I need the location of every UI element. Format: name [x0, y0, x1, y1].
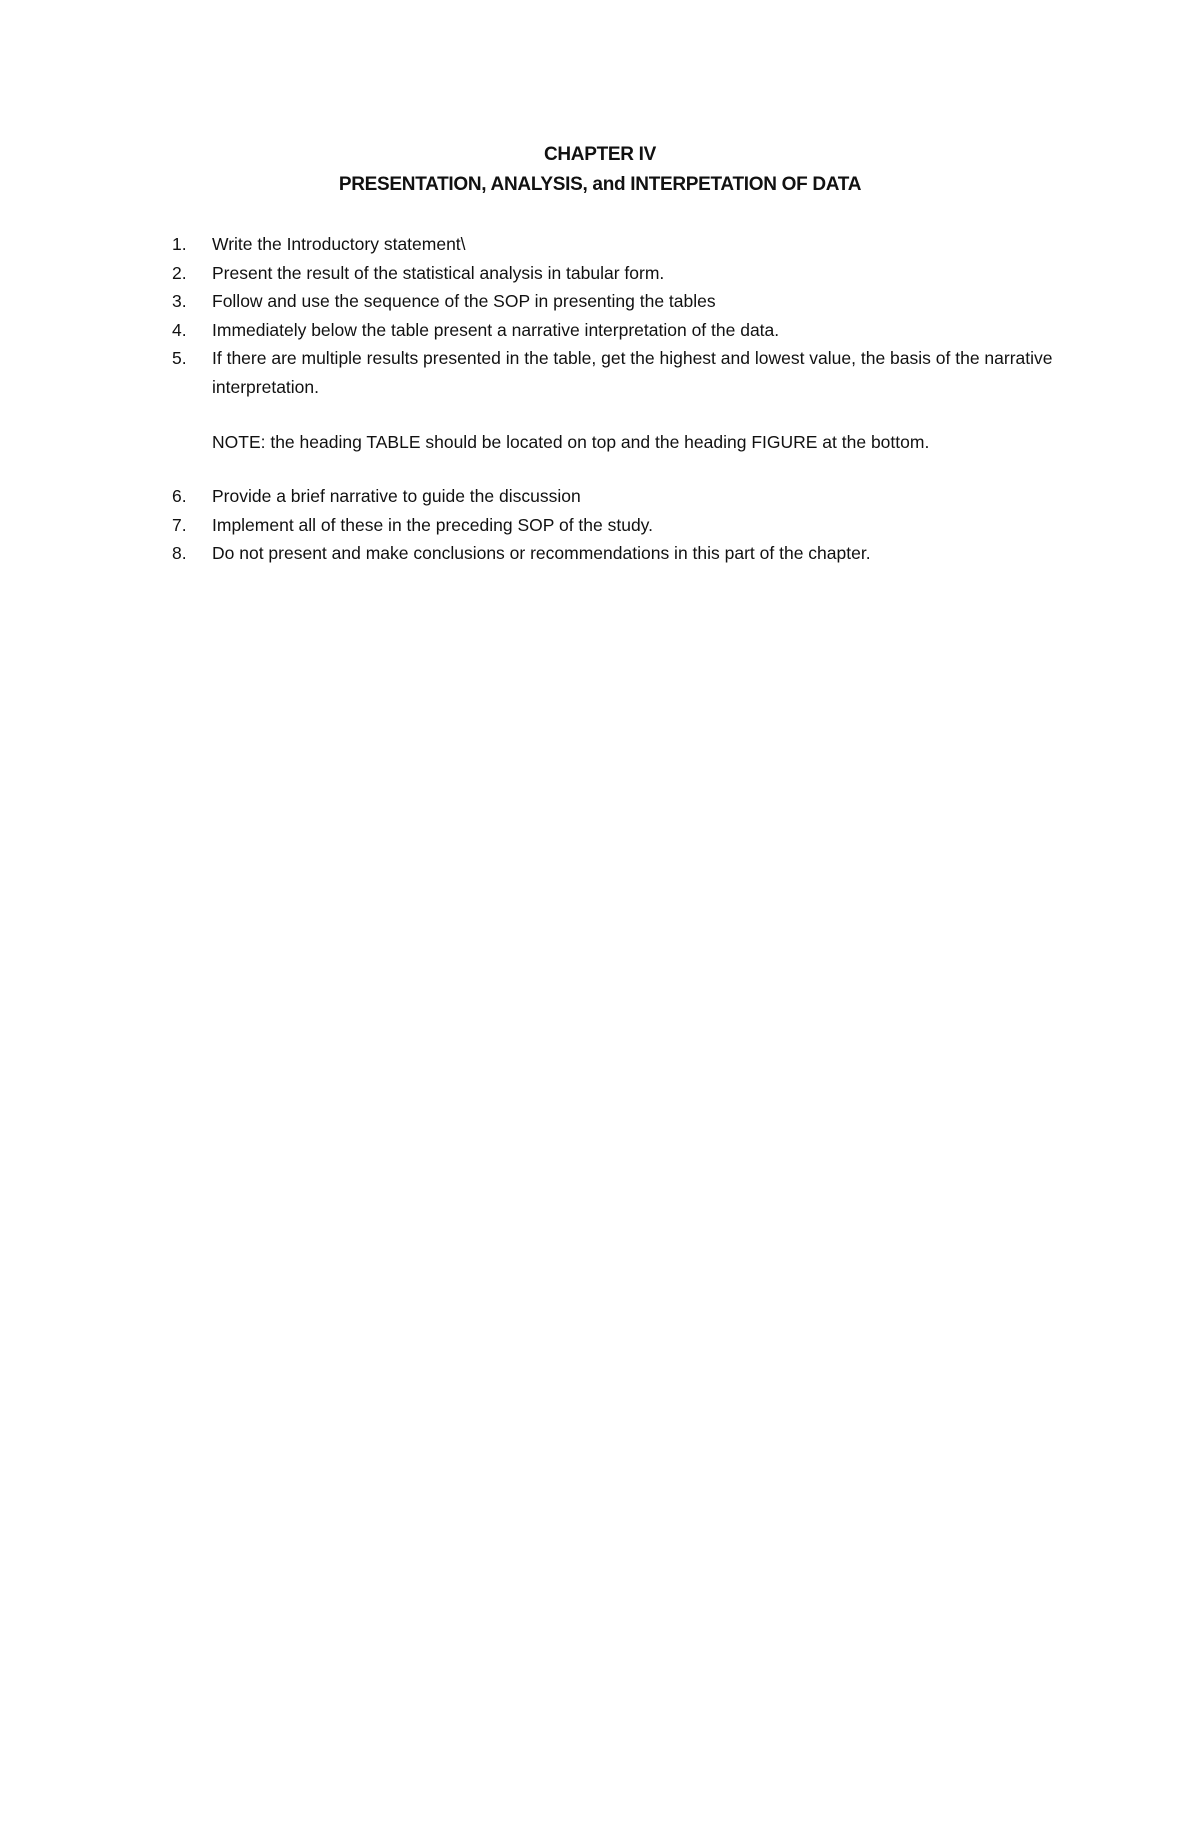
list-item — [172, 287, 1072, 316]
list-item — [172, 230, 1072, 259]
chapter-title: PRESENTATION, ANALYSIS, and INTERPETATION OF DATA — [338, 174, 862, 195]
item-text: Provide a brief narrative to guide the discussion — [212, 486, 581, 506]
item-number: 8. — [172, 543, 187, 563]
item-text: Immediately below the table present a narrative interpretation of the data. — [212, 319, 780, 340]
item-number: 3. — [172, 291, 187, 311]
item-text: Write the Introductory statement\ — [212, 234, 466, 254]
list-item — [172, 482, 1072, 511]
instruction-list-part2 — [172, 482, 1072, 568]
item-text: Do not present and make conclusions or recommendations in this part of the chapter. — [212, 543, 871, 563]
item-number: 4. — [172, 319, 187, 340]
item-number: 6. — [172, 486, 187, 506]
note-paragraph: NOTE: the heading TABLE should be located on top and the heading FIGURE at the bottom. — [212, 432, 930, 452]
list-item — [172, 316, 1072, 345]
instruction-list-part1 — [172, 230, 1072, 401]
list-item — [172, 259, 1072, 288]
item-number: 5. — [172, 348, 187, 368]
list-item — [172, 539, 1072, 568]
list-item — [172, 511, 1072, 540]
item-text: If there are multiple results presented in the table, get the highest and lowest value, the basis of the narrative interpretation. — [212, 348, 1053, 397]
chapter-heading: CHAPTER IV — [543, 144, 657, 165]
item-number: 2. — [172, 262, 187, 283]
list-item — [172, 344, 1072, 401]
item-number: 1. — [172, 234, 187, 254]
item-text: Follow and use the sequence of the SOP in presenting the tables — [212, 291, 716, 311]
item-text: Present the result of the statistical analysis in tabular form. — [212, 262, 665, 283]
item-number: 7. — [172, 514, 187, 535]
item-text: Implement all of these in the preceding SOP of the study. — [212, 514, 653, 535]
